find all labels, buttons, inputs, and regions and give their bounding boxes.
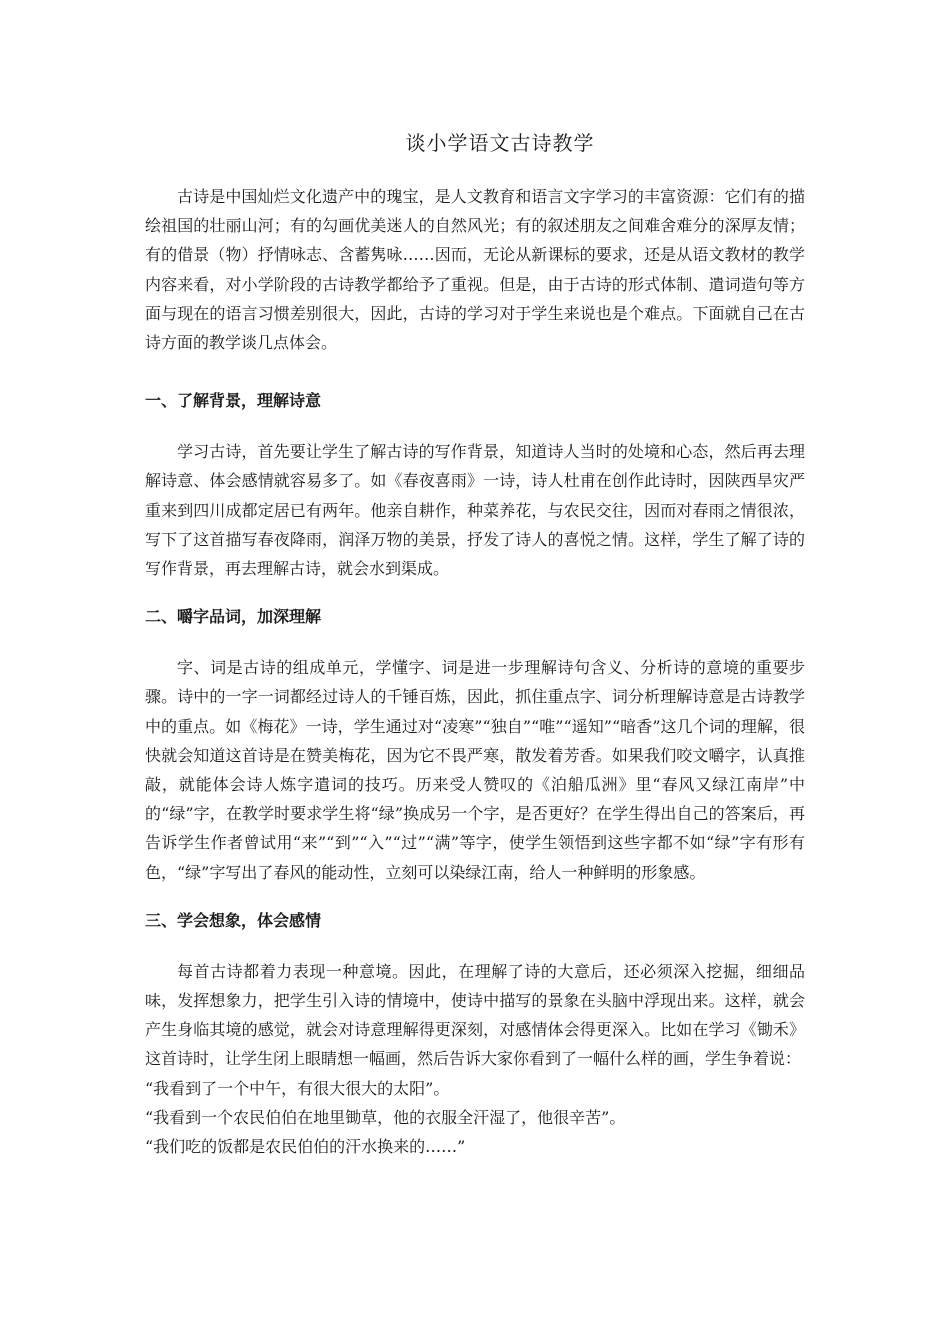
document-title: 谈小学语文古诗教学 [405, 131, 595, 155]
section-heading: 二、嚼字品词，加深理解 [145, 607, 322, 627]
student-quote: “我看到一个农民伯伯在地里锄草，他的衣服全汗湿了，他很辛苦”。 [145, 1107, 626, 1127]
section-3 [145, 909, 805, 1074]
section-heading: 一、了解背景，理解诗意 [145, 391, 322, 411]
student-quote: “我们吃的饭都是农民伯伯的汗水换来的……” [145, 1136, 466, 1156]
intro-paragraph: 古诗是中国灿烂文化遗产中的瑰宝，是人文教育和语言文字学习的丰富资源：它们有的描绘祖国的壮丽山河；有的勾画优美迷人的自然风光；有的叙述朋友之间难舍难分的深厚友情；有的借景（物）抒情咏志、含蓄隽咏……因而，无论从新课标的要求，还是从语文教材的教学内容来看，对小学阶段的古诗教学都给予了重视。但是，由于古诗的形式体制、遣词造句等方面与现在的语言习惯差别很大，因此，古诗的学习对于学生来说也是个难点。下面就自己在古诗方面的教学谈几点体会。 [145, 187, 805, 353]
student-quotes [145, 1074, 805, 1161]
section-1 [145, 389, 805, 583]
section-paragraph: 字、词是古诗的组成单元，学懂字、词是进一步理解诗句含义、分析诗的意境的重要步骤。诗中的一字一词都经过诗人的千锤百炼，因此，抓住重点字、词分析理解诗意是古诗教学中的重点。如《梅花》一诗，学生通过对“凌寒”“独自”“唯”“遥知”“暗香”这几个词的理解，很快就会知道这首诗是在赞美梅花，因为它不畏严寒，散发着芳香。如果我们咬文嚼字，认真推敲，就能体会诗人炼字遣词的技巧。历来受人赞叹的《泊船瓜洲》里“春风又绿江南岸”中的“绿”字，在教学时要求学生将“绿”换成另一个字，是否更好？在学生得出自己的答案后，再告诉学生作者曾试用“来”“到”“入”“过”“满”等字，使学生领悟到这些字都不如“绿”字有形有色，“绿”字写出了春风的能动性，立刻可以染绿江南，给人一种鲜明的形象感。 [145, 658, 805, 882]
section-heading: 三、学会想象，体会感情 [145, 910, 322, 930]
student-quote: “我看到了一个中午，有很大很大的太阳”。 [145, 1078, 450, 1098]
section-paragraph: 每首古诗都着力表现一种意境。因此，在理解了诗的大意后，还必须深入挖掘，细细品味，发挥想象力，把学生引入诗的情境中，使诗中描写的景象在头脑中浮现出来。这样，就会产生身临其境的感觉，就会对诗意理解得更深刻，对感情体会得更深入。比如在学习《锄禾》这首诗时，让学生闭上眼睛想一幅画，然后告诉大家你看到了一幅什么样的画，学生争着说： [145, 961, 805, 1069]
document-page [145, 128, 805, 1161]
section-paragraph: 学习古诗，首先要让学生了解古诗的写作背景，知道诗人当时的处境和心态，然后再去理解诗意、体会感情就容易多了。如《春夜喜雨》一诗，诗人杜甫在创作此诗时，因陕西旱灾严重来到四川成都定居已有两年。他亲自耕作，种菜养花，与农民交往，因而对春雨之情很浓，写下了这首描写春夜降雨，润泽万物的美景，抒发了诗人的喜悦之情。这样，学生了解了诗的写作背景，再去理解古诗，就会水到渠成。 [145, 442, 805, 579]
section-2 [145, 605, 805, 887]
spacer [145, 357, 805, 367]
